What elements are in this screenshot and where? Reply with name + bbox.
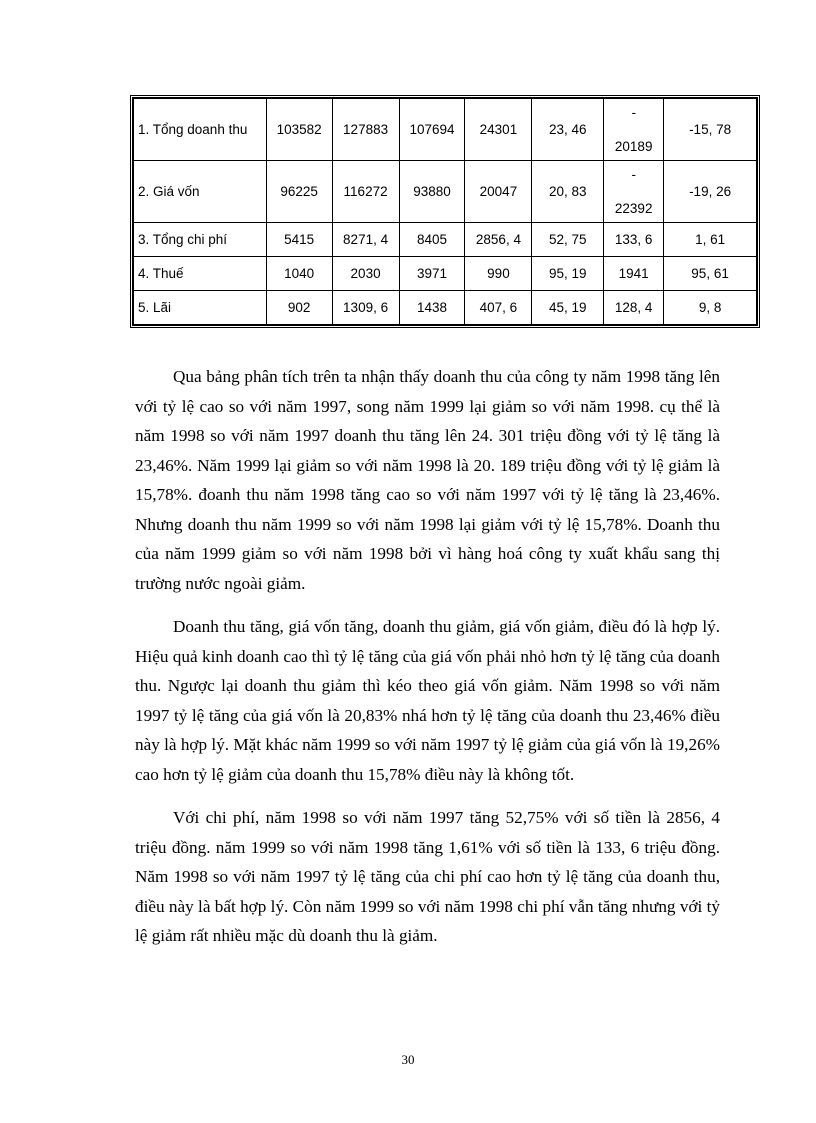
paragraph-expenses: Với chi phí, năm 1998 so với năm 1997 tăng 52,75% với số tiền là 2856, 4 triệu đồng. năm 1999 so với năm 1998 tăng 1,61% với số tiền là 133, 6 triệu đồng. Năm 1998 so với năm 1997 tỷ lệ tăng của chi phí cao hơn tỷ lệ tăng của doanh thu, điều này là bất hợp lý. Còn năm 1999 so với năm 1998 chi phí vẫn tăng nhưng với tỷ lệ giảm rất nhiều mặc dù doanh thu là giảm. [135, 808, 720, 945]
paragraph-revenue: Qua bảng phân tích trên ta nhận thấy doanh thu của công ty năm 1998 tăng lên với tỷ lệ cao so với năm 1997, song năm 1999 lại giảm so với năm 1998. cụ thể là năm 1998 so với năm 1997 doanh thu tăng lên 24. 301 triệu đồng với tỷ lệ tăng là 23,46%. Năm 1999 lại giảm so với năm 1998 là 20. 189 triệu đồng với tỷ lệ giảm là 15,78%. đoanh thu năm 1998 tăng cao so với năm 1997 với tỷ lệ tăng là 23,46%. Nhưng doanh thu năm 1999 so với năm 1998 lại giảm với tỷ lệ 15,78%. Doanh thu của năm 1999 giảm so với năm 1998 bởi vì hàng hoá công ty xuất khẩu sang thị trường nước ngoài giảm. [135, 367, 720, 593]
table-cell: 8405 [399, 223, 465, 257]
analysis-text [135, 362, 720, 965]
cell-value: 20189 [614, 138, 653, 154]
cell-sign: - [631, 166, 636, 182]
page-number: 30 [401, 1052, 415, 1067]
table-cell: 2856, 4 [465, 223, 532, 257]
row-label: 1. Tổng doanh thu [134, 99, 267, 161]
table-cell: 93880 [399, 161, 465, 223]
table-cell: 8271, 4 [332, 223, 399, 257]
paragraph-cost-of-goods: Doanh thu tăng, giá vốn tăng, doanh thu giảm, giá vốn giảm, điều đó là hợp lý. Hiệu quả kinh doanh cao thì tỷ lệ tăng của giá vốn phải nhỏ hơn tỷ lệ tăng của doanh thu. Ngược lại doanh thu giảm thì kéo theo giá vốn giảm. Năm 1998 so với năm 1997 tỷ lệ tăng của giá vốn là 20,83% nhá hơn tỷ lệ tăng của doanh thu 23,46% điều này là hợp lý. Mặt khác năm 1999 so với năm 1997 tỷ lệ giảm của giá vốn là 19,26% cao hơn tỷ lệ giảm của doanh thu 15,78% điều này là không tốt. [135, 617, 720, 784]
financial-data-table [133, 98, 757, 325]
table-row [134, 257, 757, 291]
row-label: 5. Lãi [134, 291, 267, 325]
table-cell: 95, 61 [664, 257, 757, 291]
table-cell: 1309, 6 [332, 291, 399, 325]
table-cell: 407, 6 [465, 291, 532, 325]
table-cell: 1, 61 [664, 223, 757, 257]
table-cell: 45, 19 [532, 291, 604, 325]
table-cell: 24301 [465, 99, 532, 161]
table-cell: 116272 [332, 161, 399, 223]
table-cell: 95, 19 [532, 257, 604, 291]
table-cell: 96225 [266, 161, 332, 223]
row-label: 4. Thuế [134, 257, 267, 291]
row-label: 3. Tổng chi phí [134, 223, 267, 257]
table-cell: 1438 [399, 291, 465, 325]
table-row [134, 291, 757, 325]
table-cell: 133, 6 [604, 223, 664, 257]
table-cell: 1941 [604, 257, 664, 291]
table-cell: 990 [465, 257, 532, 291]
table-cell: 9, 8 [664, 291, 757, 325]
table-cell: 128, 4 [604, 291, 664, 325]
table-row [134, 99, 757, 161]
table-cell: 127883 [332, 99, 399, 161]
table-cell: 20, 83 [532, 161, 604, 223]
table-cell: 1040 [266, 257, 332, 291]
table-cell: 103582 [266, 99, 332, 161]
table-cell: -15, 78 [664, 99, 757, 161]
table-cell [604, 161, 664, 223]
table-cell [604, 99, 664, 161]
row-label: 2. Giá vốn [134, 161, 267, 223]
table-cell: 902 [266, 291, 332, 325]
financial-table [130, 95, 760, 328]
cell-value: 22392 [614, 200, 653, 216]
table-cell: 107694 [399, 99, 465, 161]
cell-sign: - [631, 104, 636, 120]
table-row [134, 161, 757, 223]
table-cell: 23, 46 [532, 99, 604, 161]
table-cell: 3971 [399, 257, 465, 291]
table-cell: 5415 [266, 223, 332, 257]
table-cell: -19, 26 [664, 161, 757, 223]
table-row [134, 223, 757, 257]
table-cell: 52, 75 [532, 223, 604, 257]
table-cell: 20047 [465, 161, 532, 223]
table-cell: 2030 [332, 257, 399, 291]
